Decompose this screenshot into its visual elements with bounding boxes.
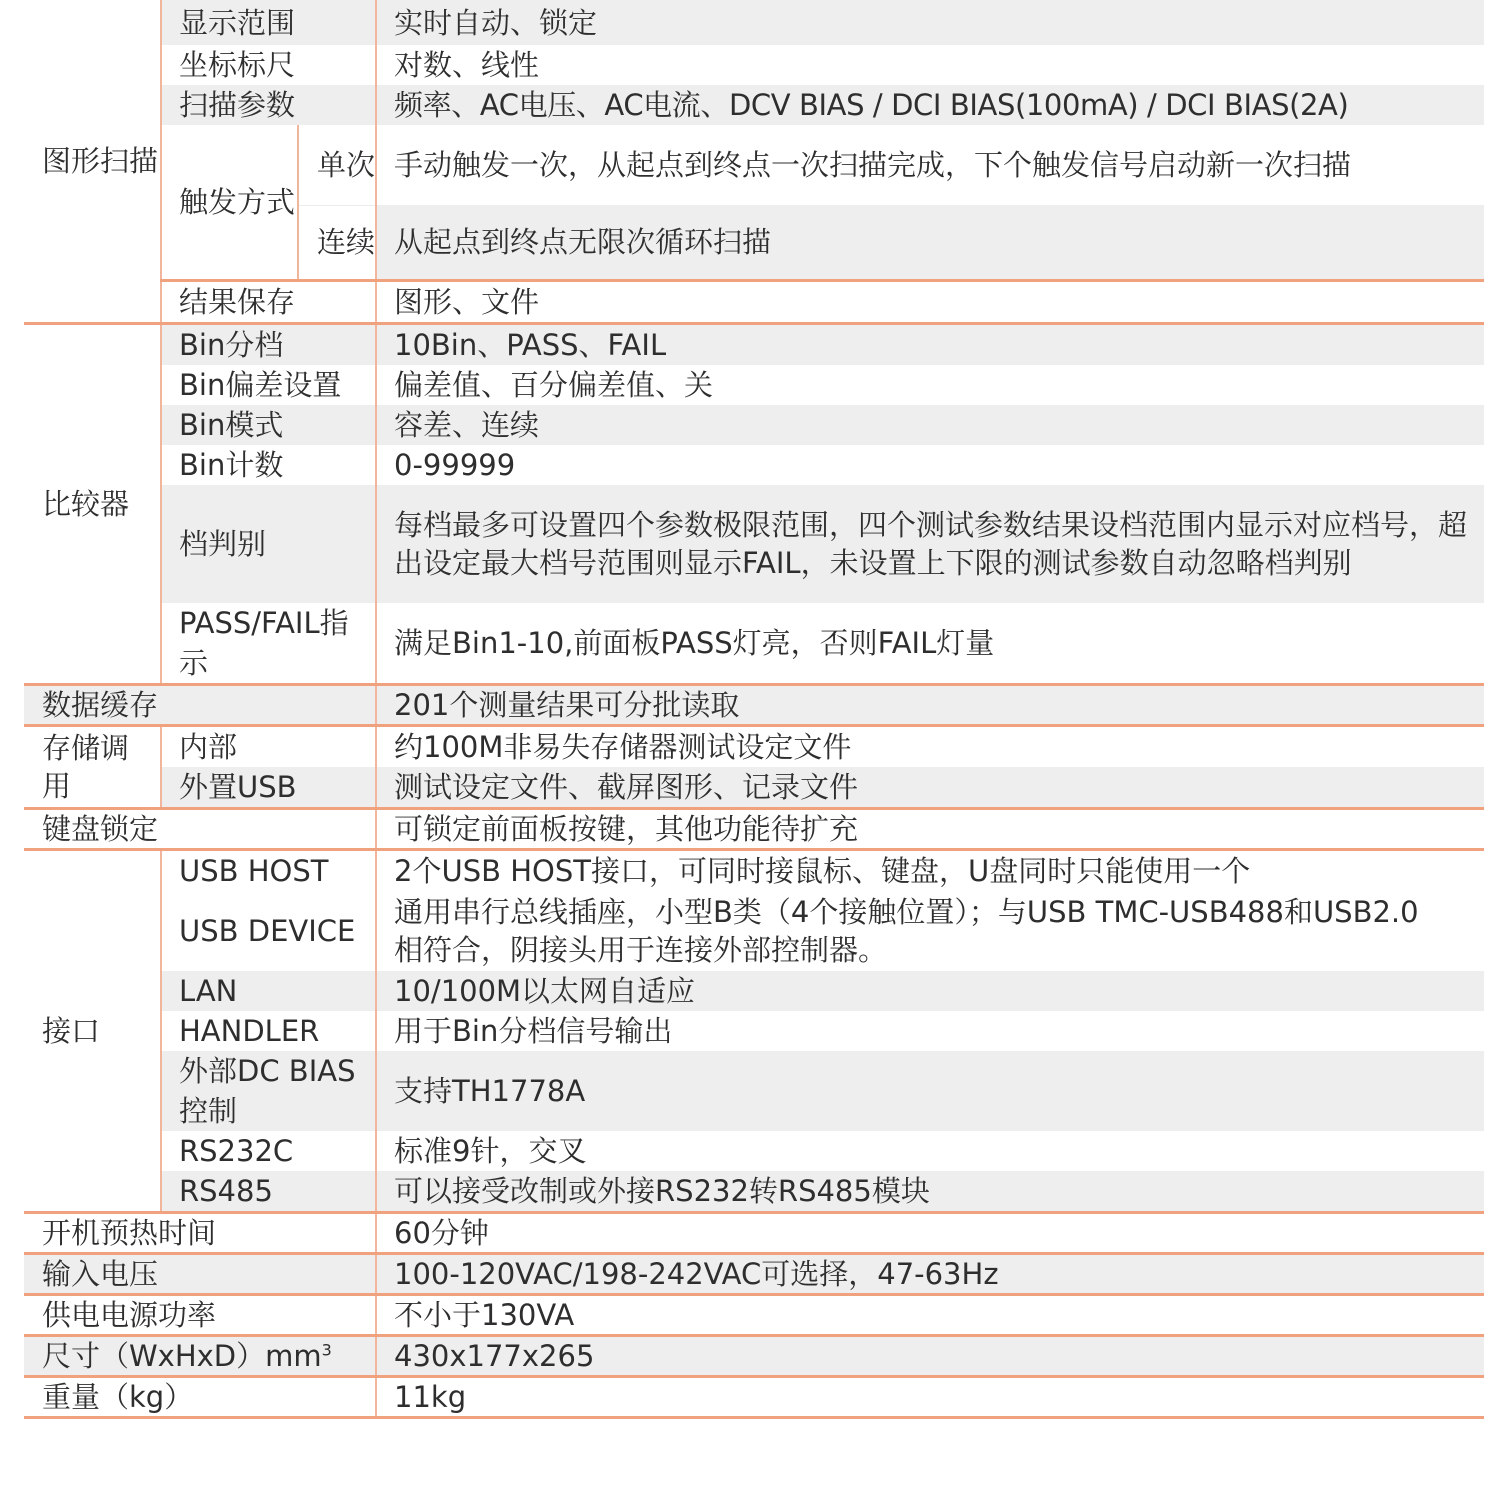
spec-label: 数据缓存 bbox=[24, 685, 376, 726]
spec-value: 频率、AC电压、AC电流、DCV BIAS / DCI BIAS(100mA) / DCI BIAS(2A) bbox=[376, 85, 1484, 125]
spec-label: 档判别 bbox=[161, 485, 376, 603]
spec-label: 开机预热时间 bbox=[24, 1213, 376, 1254]
category-comparator: 比较器 bbox=[24, 324, 161, 685]
spec-value: 100-120VAC/198-242VAC可选择，47-63Hz bbox=[376, 1254, 1484, 1295]
spec-label: 坐标标尺 bbox=[161, 45, 376, 85]
spec-label: 外部DC BIAS控制 bbox=[161, 1051, 376, 1131]
spec-value: 60分钟 bbox=[376, 1213, 1484, 1254]
spec-value: 满足Bin1-10,前面板PASS灯亮，否则FAIL灯量 bbox=[376, 603, 1484, 685]
trigger-single-value: 手动触发一次，从起点到终点一次扫描完成，下个触发信号启动新一次扫描 bbox=[376, 125, 1484, 205]
spec-value: 支持TH1778A bbox=[376, 1051, 1484, 1131]
spec-label: PASS/FAIL指示 bbox=[161, 603, 376, 685]
spec-table bbox=[24, 0, 1484, 1419]
spec-label: Bin模式 bbox=[161, 405, 376, 445]
trigger-mode-label: 触发方式 bbox=[161, 125, 298, 280]
spec-value: 可以接受改制或外接RS232转RS485模块 bbox=[376, 1171, 1484, 1213]
spec-label: 键盘锁定 bbox=[24, 809, 376, 850]
spec-label: 外置USB bbox=[161, 767, 376, 809]
spec-label: HANDLER bbox=[161, 1011, 376, 1051]
spec-label: Bin偏差设置 bbox=[161, 365, 376, 405]
spec-label: 输入电压 bbox=[24, 1254, 376, 1295]
spec-value: 用于Bin分档信号输出 bbox=[376, 1011, 1484, 1051]
spec-value: 0-99999 bbox=[376, 445, 1484, 485]
spec-value: 11kg bbox=[376, 1377, 1484, 1418]
spec-value: 对数、线性 bbox=[376, 45, 1484, 85]
dimensions-superscript: 3 bbox=[321, 1340, 332, 1360]
category-interface: 接口 bbox=[24, 850, 161, 1213]
spec-value: 标准9针，交叉 bbox=[376, 1131, 1484, 1171]
spec-label: 扫描参数 bbox=[161, 85, 376, 125]
spec-label: Bin分档 bbox=[161, 324, 376, 366]
spec-label: USB DEVICE bbox=[161, 891, 376, 971]
spec-value: 10/100M以太网自适应 bbox=[376, 971, 1484, 1011]
spec-label: LAN bbox=[161, 971, 376, 1011]
spec-label: RS232C bbox=[161, 1131, 376, 1171]
spec-value: 不小于130VA bbox=[376, 1295, 1484, 1336]
spec-label: 结果保存 bbox=[161, 280, 376, 322]
spec-value: 2个USB HOST接口，可同时接鼠标、键盘，U盘同时只能使用一个 bbox=[376, 850, 1484, 892]
spec-label: 内部 bbox=[161, 726, 376, 768]
spec-value: 201个测量结果可分批读取 bbox=[376, 685, 1484, 726]
category-storage: 存储调用 bbox=[24, 726, 161, 809]
category-graph-scan: 图形扫描 bbox=[42, 144, 159, 178]
spec-value: 测试设定文件、截屏图形、记录文件 bbox=[376, 767, 1484, 809]
spec-label: Bin计数 bbox=[161, 445, 376, 485]
spec-value: 可锁定前面板按键，其他功能待扩充 bbox=[376, 809, 1484, 850]
spec-value: 430x177x265 bbox=[376, 1336, 1484, 1377]
spec-value: 约100M非易失存储器测试设定文件 bbox=[376, 726, 1484, 768]
spec-value: 每档最多可设置四个参数极限范围，四个测试参数结果设档范围内显示对应档号，超出设定最大档号范围则显示FAIL，未设置上下限的测试参数自动忽略档判别 bbox=[376, 485, 1484, 603]
spec-value: 容差、连续 bbox=[376, 405, 1484, 445]
spec-label-dimensions bbox=[24, 1336, 376, 1377]
spec-value: 通用串行总线插座，小型B类（4个接触位置）；与USB TMC-USB488和USB2.0相符合，阴接头用于连接外部控制器。 bbox=[376, 891, 1484, 971]
spec-label: USB HOST bbox=[161, 850, 376, 892]
spec-label: 供电电源功率 bbox=[24, 1295, 376, 1336]
spec-label: 重量（kg） bbox=[24, 1377, 376, 1418]
spec-label: RS485 bbox=[161, 1171, 376, 1213]
dimensions-label-text: 尺寸（WxHxD）mm bbox=[42, 1339, 322, 1373]
spec-value: 10Bin、PASS、FAIL bbox=[376, 324, 1484, 366]
spec-value: 偏差值、百分偏差值、关 bbox=[376, 365, 1484, 405]
spec-value: 图形、文件 bbox=[376, 280, 1484, 322]
trigger-single-label: 单次 bbox=[298, 125, 376, 205]
spec-label: 显示范围 bbox=[161, 0, 376, 45]
trigger-continuous-label: 连续 bbox=[298, 205, 376, 280]
spec-value: 实时自动、锁定 bbox=[376, 0, 1484, 45]
trigger-continuous-value: 从起点到终点无限次循环扫描 bbox=[376, 205, 1484, 280]
